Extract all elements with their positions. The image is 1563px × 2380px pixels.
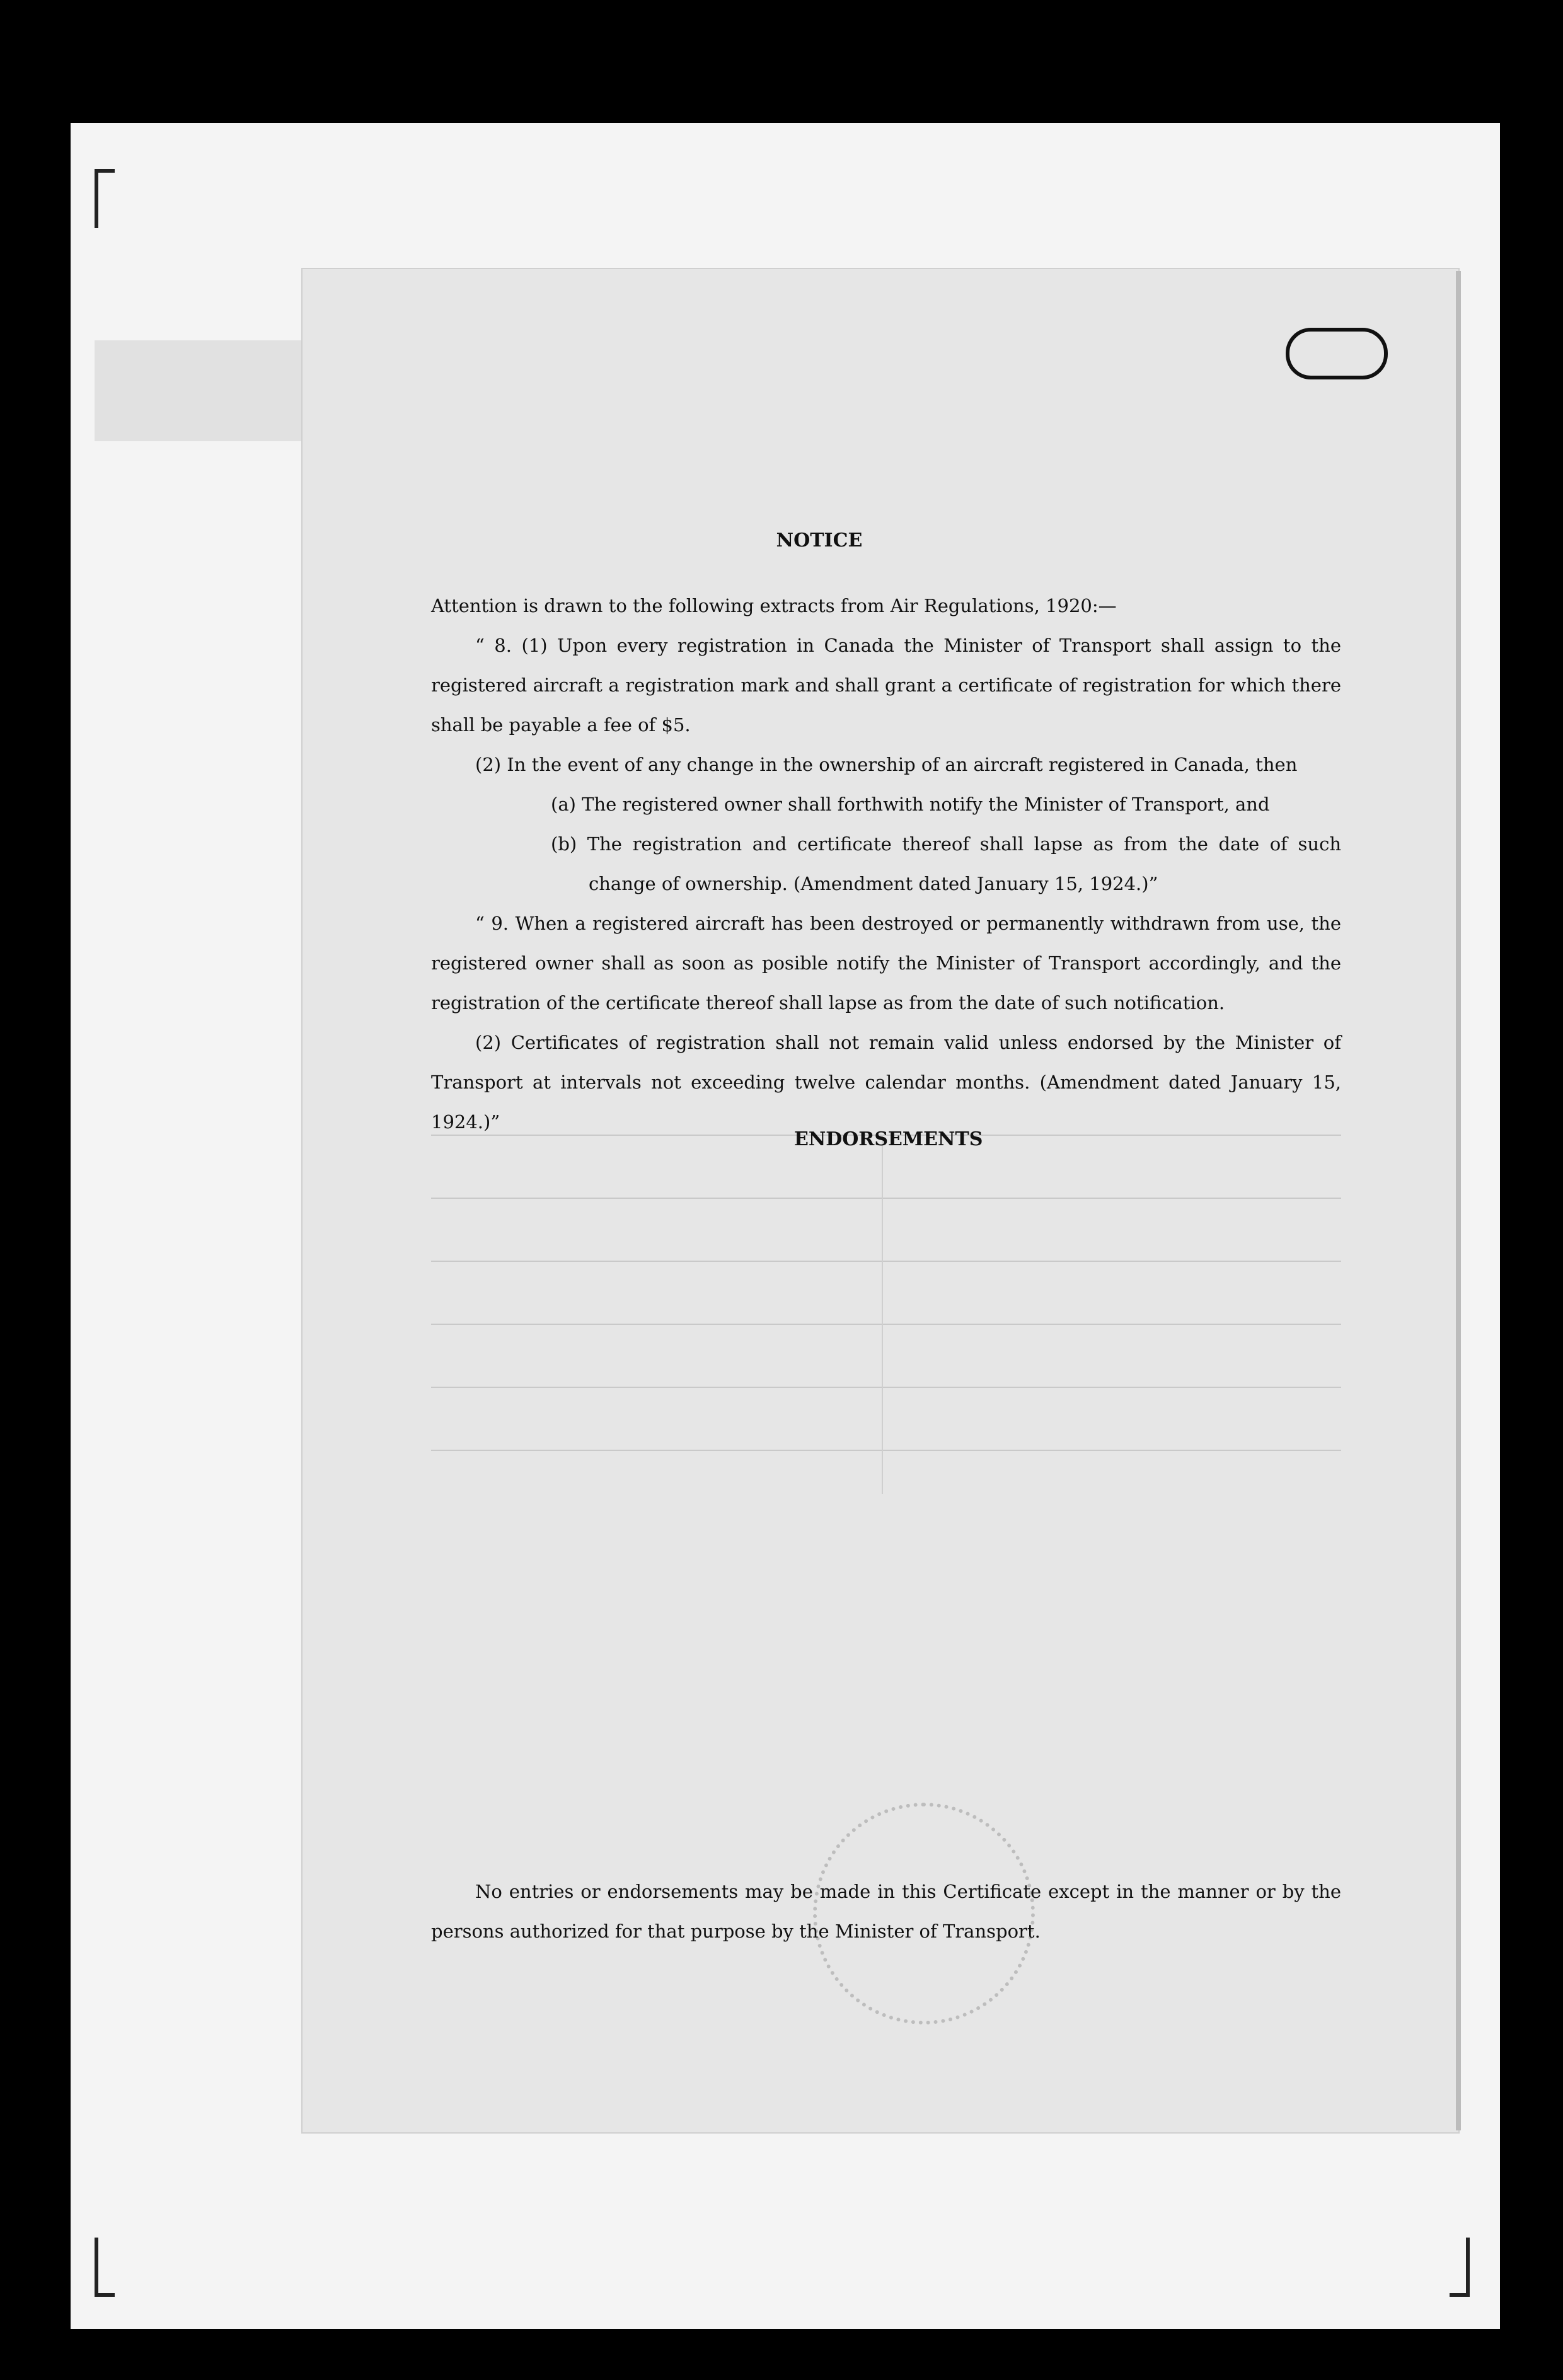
- regulation-8-2b: (b) The registration and certificate thereof shall lapse as from the date of such change of ownership. (Amendment dated January 15, 1924.)”: [551, 833, 1341, 894]
- notice-body: [431, 586, 1341, 1142]
- footer-text: No entries or endorsements may be made in this Certificate except in the manner or by the persons authorized for that purpose by the Minister of Transport.: [431, 1881, 1341, 1942]
- notice-title: NOTICE: [776, 529, 863, 552]
- crop-mark-bottom-right: [1450, 2238, 1470, 2297]
- table-rule: [431, 1324, 1341, 1325]
- clip-mark: [1286, 328, 1388, 379]
- crop-mark-top-left: [95, 169, 115, 228]
- table-rule: [431, 1261, 1341, 1262]
- footer-notice: [431, 1872, 1341, 1951]
- crop-mark-bottom-left: [95, 2238, 115, 2297]
- table-rule: [431, 1450, 1341, 1451]
- regulation-8-2: (2) In the event of any change in the ownership of an aircraft registered in Canada, then: [475, 754, 1298, 775]
- endorsements-table: [431, 1135, 1341, 1494]
- page-edge: [1456, 271, 1461, 2130]
- table-rule: [431, 1387, 1341, 1388]
- notice-intro: Attention is drawn to the following extracts from Air Regulations, 1920:—: [431, 595, 1117, 616]
- regulation-8-1: “ 8. (1) Upon every registration in Canada the Minister of Transport shall assign to the registered aircraft a registration mark and shall grant a certificate of registration for which there shall be payable a fee of $5.: [431, 635, 1341, 736]
- endorsements-title: ENDORSEMENTS: [794, 1128, 983, 1150]
- table-rule: [431, 1198, 1341, 1199]
- regulation-9-2: (2) Certificates of registration shall not remain valid unless endorsed by the Minister of Transport at intervals not exceeding twelve calendar months. (Amendment dated January 15, 1924.)”: [431, 1032, 1341, 1133]
- table-divider: [882, 1135, 883, 1494]
- tape-fragment: [95, 340, 303, 441]
- regulation-9-1: “ 9. When a registered aircraft has been destroyed or permanently withdrawn from use, the registered owner shall as soon as posible notify the Minister of Transport accordingly, and the registration of the certificate thereof shall lapse as from the date of such notification.: [431, 913, 1341, 1014]
- regulation-8-2a: (a) The registered owner shall forthwith notify the Minister of Transport, and: [551, 794, 1270, 815]
